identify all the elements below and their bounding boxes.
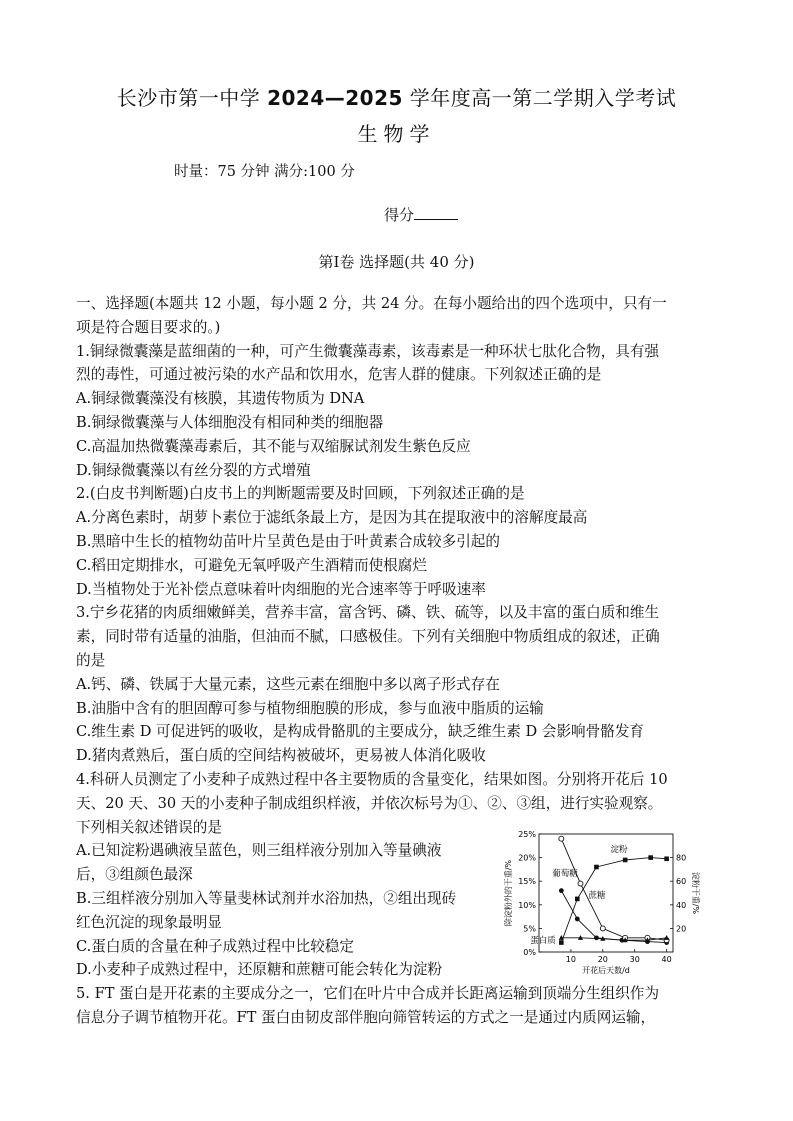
question-1-option-a: A.铜绿微囊藻没有核膜，其遗传物质为 DNA	[76, 390, 365, 408]
question-4-option-b-cont: 红色沉淀的现象最明显	[76, 913, 222, 931]
question-4-option-c: C.蛋白质的含量在种子成熟过程中比较稳定	[76, 937, 354, 955]
y-left-axis-label: 除淀粉外的干重/%	[504, 859, 513, 927]
question-3-stem: 素，同时带有适量的油脂，但油而不腻，口感极佳。下列有关细胞中物质组成的叙述，正确	[76, 628, 660, 646]
data-point	[559, 836, 564, 841]
question-1-option-d: D.铜绿微囊藻以有丝分裂的方式增殖	[76, 461, 311, 479]
data-point	[623, 858, 628, 863]
series-label: 淀粉	[610, 845, 628, 855]
title-prefix: 长沙市第一中学	[116, 86, 268, 110]
data-point	[648, 855, 653, 860]
question-2-option-b: B.黑暗中生长的植物幼苗叶片呈黄色是由于叶黄素合成较多引起的	[76, 532, 500, 550]
question-4-stem: 下列相关叙述错误的是	[76, 818, 222, 836]
y-left-tick-label: 20%	[518, 853, 536, 863]
question-3-stem: 3.宁乡花猪的肉质细嫩鲜美，营养丰富，富含钙、磷、铁、硫等，以及丰富的蛋白质和维生	[76, 604, 660, 622]
question-1-stem: 烈的毒性，可通过被污染的水产品和饮用水，危害人群的健康。下列叙述正确的是	[76, 366, 602, 384]
question-3-stem: 的是	[76, 651, 106, 669]
data-point	[575, 917, 580, 922]
subject-title: 生物学	[357, 122, 436, 146]
question-4-stem: 天、20 天、30 天的小麦种子制成组织样液，并依次标号为①、②、③组，进行实验观察。	[76, 794, 663, 812]
question-1-stem: 1.铜绿微囊藻是蓝细菌的一种，可产生微囊藻毒素，该毒素是一种环状七肽化合物，具有强	[76, 342, 660, 360]
y-right-axis-label: 淀粉干重/%	[691, 871, 700, 915]
data-point	[594, 865, 599, 870]
series-label: 葡萄糖	[552, 869, 578, 879]
question-5-stem: 信息分子调节植物开花。FT 蛋白由韧皮部伴胞向筛管转运的方式之一是通过内质网运输，	[76, 1008, 656, 1026]
question-1-option-b: B.铜绿微囊藻与人体细胞没有相同种类的细胞器	[76, 413, 384, 431]
question-3-option-b: B.油脂中含有的胆固醇可参与植物细胞膜的形成，参与血液中脂质的运输	[76, 699, 544, 717]
x-axis-label: 开花后天数/d	[582, 966, 630, 975]
instructions-line: 项是符合题目要求的。)	[76, 318, 221, 336]
data-point	[578, 881, 583, 886]
x-tick-label: 40	[661, 955, 672, 964]
question-4-option-d: D.小麦种子成熟过程中，还原糖和蔗糖可能会转化为淀粉	[76, 961, 443, 979]
score-field	[384, 204, 458, 225]
instructions-line: 一、选择题(本题共 12 小题，每小题 2 分，共 24 分。在每小题给出的四个选项中，只有一	[76, 295, 667, 312]
score-label: 得分	[384, 206, 415, 224]
x-tick-label: 20	[597, 955, 608, 964]
y-left-tick-label: 0%	[523, 948, 536, 957]
data-point	[559, 888, 564, 893]
question-4-option-b: B.三组样液分别加入等量斐林试剂并水浴加热，②组出现砖	[76, 889, 457, 907]
title-years: 2024—2025	[267, 86, 403, 110]
y-right-tick-label: 20	[676, 924, 687, 934]
series-label: 蔗糖	[588, 891, 606, 901]
question-4-option-a: A.已知淀粉遇碘液呈蓝色，则三组样液分别加入等量碘液	[76, 842, 442, 860]
question-2-option-c: C.稻田定期排水，可避免无氧呼吸产生酒精而使根腐烂	[76, 556, 427, 574]
data-point	[600, 926, 605, 931]
x-tick-label: 10	[565, 955, 576, 964]
section-title: 第Ⅰ卷 选择题(共 40 分)	[318, 253, 475, 271]
seed-maturation-chart	[493, 826, 721, 976]
data-point	[664, 935, 669, 940]
y-right-tick-label: 80	[676, 853, 687, 863]
plot-frame	[539, 834, 673, 952]
question-4-option-a-cont: 后，③组颜色最深	[76, 866, 193, 884]
title-suffix: 学年度高一第二学期入学考试	[402, 86, 677, 110]
series-label: 蛋白质	[530, 936, 556, 946]
question-4-stem: 4.科研人员测定了小麦种子成熟过程中各主要物质的含量变化，结果如图。分别将开花后 10	[76, 770, 668, 788]
question-2-option-a: A.分离色素时，胡萝卜素位于滤纸条最上方，是因为其在提取液中的溶解度最高	[76, 509, 588, 527]
exam-title	[0, 82, 793, 111]
score-blank	[414, 205, 458, 220]
data-point	[575, 897, 580, 902]
question-1-option-c: C.高温加热微囊藻毒素后，其不能与双缩脲试剂发生紫色反应	[76, 437, 471, 455]
question-2-stem: 2.(白皮书判断题)白皮书上的判断题需要及时回顾，下列叙述正确的是	[76, 485, 525, 503]
y-right-tick-label: 40	[676, 900, 687, 910]
data-point	[664, 856, 669, 861]
y-left-tick-label: 25%	[518, 830, 536, 839]
x-tick-label: 30	[629, 955, 640, 964]
question-3-option-d: D.猪肉煮熟后，蛋白质的空间结构被破坏，更易被人体消化吸收	[76, 747, 486, 765]
data-point	[594, 935, 599, 940]
question-3-option-c: C.维生素 D 可促进钙的吸收，是构成骨骼肌的主要成分，缺乏维生素 D 会影响骨骼发育	[76, 723, 645, 741]
question-3-option-a: A.钙、磷、铁属于大量元素，这些元素在细胞中多以离子形式存在	[76, 675, 500, 693]
question-5-stem: 5. FT 蛋白是开花素的主要成分之一，它们在叶片中合成并长距离运输到顶端分生组织作为	[76, 985, 660, 1003]
y-left-tick-label: 5%	[523, 924, 536, 934]
y-right-tick-label: 60	[676, 877, 687, 887]
question-2-option-d: D.当植物处于光补偿点意味着叶肉细胞的光合速率等于呼吸速率	[76, 580, 486, 598]
exam-meta: 时量：75 分钟 满分:100 分	[174, 164, 355, 180]
y-left-tick-label: 15%	[518, 877, 536, 887]
data-point	[559, 940, 564, 945]
y-left-tick-label: 10%	[518, 900, 536, 910]
